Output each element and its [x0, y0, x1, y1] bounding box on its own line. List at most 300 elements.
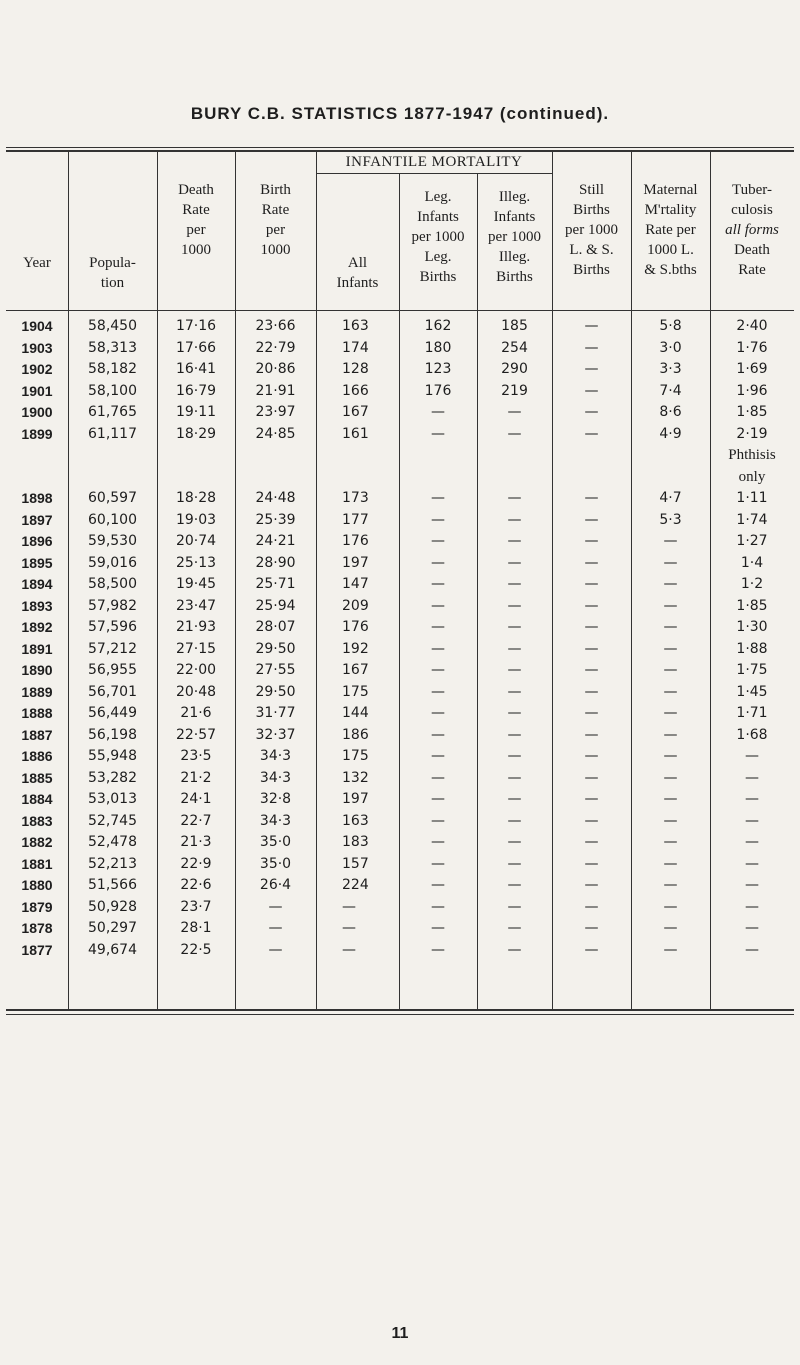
table-row: [6, 381, 794, 403]
cell-population: 59,016: [88, 554, 137, 571]
cell-year: 1903: [21, 339, 53, 356]
cell-maternal-mortality: —: [663, 855, 678, 872]
cell-birth-rate: 35·0: [259, 855, 292, 872]
header-line: Rate: [738, 262, 766, 278]
cell-still-births: —: [584, 404, 599, 420]
cell-maternal-mortality: 3·0: [659, 339, 682, 356]
cell-illeg-infants: —: [507, 511, 522, 528]
cell-leg-infants: —: [431, 834, 445, 850]
cell-death-rate: 20·48: [175, 683, 217, 700]
cell-maternal-mortality: —: [663, 726, 678, 743]
cell-still-births: —: [584, 791, 599, 807]
cell-population: 61,765: [88, 404, 137, 420]
cell-tuberculosis: 1·69: [736, 361, 768, 377]
cell-maternal-mortality: —: [663, 791, 678, 807]
cell-year: 1891: [21, 640, 53, 657]
table-row: [6, 402, 794, 424]
table-row: [6, 338, 794, 360]
header-line: All: [347, 255, 368, 271]
cell-maternal-mortality: —: [663, 683, 678, 700]
cell-tuberculosis: 1·74: [736, 511, 768, 528]
bottom-rule-2: [6, 1014, 794, 1015]
cell-still-births: —: [584, 812, 599, 829]
header-line: Birth: [260, 182, 291, 198]
cell-year: 1888: [21, 705, 53, 721]
cell-leg-infants: —: [431, 898, 445, 915]
cell-still-births: —: [584, 425, 599, 442]
cell-illeg-infants: —: [507, 662, 522, 678]
cell-still-births: —: [584, 877, 599, 893]
cell-birth-rate: —: [268, 898, 283, 915]
page-number: 11: [391, 1325, 409, 1342]
header-line: 1000: [260, 242, 291, 258]
cell-all-infants: 209: [342, 597, 369, 614]
cell-all-infants: 174: [342, 339, 369, 356]
cell-still-births: —: [584, 511, 599, 528]
cell-year: 1884: [21, 791, 53, 807]
cell-still-births: —: [584, 920, 599, 936]
table-row: [6, 445, 794, 510]
cell-population: 52,478: [88, 834, 137, 850]
cell-birth-rate: 25·71: [255, 576, 296, 592]
note-line: only: [738, 468, 766, 485]
cell-birth-rate: 29·50: [255, 640, 296, 657]
cell-all-infants: 173: [342, 490, 369, 506]
cell-year: 1902: [21, 361, 53, 377]
cell-leg-infants: 162: [424, 318, 452, 334]
cell-leg-infants: —: [431, 877, 445, 893]
cell-illeg-infants: —: [507, 683, 522, 700]
table-row: [6, 875, 794, 897]
cell-maternal-mortality: 3·3: [659, 361, 682, 377]
table-body: [6, 316, 794, 961]
cell-still-births: —: [584, 662, 599, 678]
bottom-rule: [6, 1009, 794, 1011]
cell-population: 57,596: [88, 619, 137, 635]
cell-birth-rate: 32·37: [255, 726, 296, 743]
cell-illeg-infants: —: [507, 425, 522, 442]
cell-still-births: —: [584, 318, 599, 334]
table-row: [6, 746, 794, 768]
cell-population: 51,566: [88, 877, 137, 893]
cell-all-infants: —: [342, 898, 356, 915]
cell-illeg-infants: —: [507, 554, 522, 571]
cell-illeg-infants: —: [507, 877, 522, 893]
cell-year: 1898: [21, 490, 53, 506]
cell-maternal-mortality: —: [663, 576, 678, 592]
header-line: Illeg.: [498, 189, 531, 205]
header-line: Infants: [417, 209, 459, 225]
cell-population: 56,198: [88, 726, 137, 743]
table-row: [6, 359, 794, 381]
cell-all-infants: 197: [342, 791, 369, 807]
table-row: [6, 574, 794, 596]
cell-still-births: —: [584, 855, 599, 872]
cell-death-rate: 23·47: [175, 597, 217, 614]
cell-birth-rate: 20·86: [255, 361, 296, 377]
cell-year: 1881: [21, 855, 53, 872]
cell-illeg-infants: —: [507, 769, 522, 786]
cell-death-rate: 16·79: [175, 382, 217, 399]
cell-maternal-mortality: —: [663, 920, 678, 936]
cell-illeg-infants: —: [507, 490, 522, 506]
cell-leg-infants: —: [431, 640, 445, 657]
cell-illeg-infants: —: [507, 726, 522, 743]
cell-illeg-infants: —: [507, 748, 522, 764]
cell-maternal-mortality: 5·8: [659, 318, 682, 334]
cell-leg-infants: —: [431, 511, 445, 528]
cell-birth-rate: 35·0: [259, 834, 292, 850]
cell-leg-infants: —: [431, 855, 445, 872]
cell-leg-infants: —: [431, 662, 445, 678]
cell-birth-rate: 29·50: [255, 683, 296, 700]
cell-tuberculosis: 1·2: [740, 576, 764, 592]
cell-birth-rate: 23·66: [255, 318, 296, 334]
cell-all-infants: 128: [342, 361, 369, 377]
table-row: [6, 703, 794, 725]
table-row: [6, 789, 794, 811]
header-all-infants: [316, 253, 399, 293]
cell-maternal-mortality: 8·6: [659, 404, 682, 420]
cell-tuberculosis: 1·75: [736, 662, 768, 678]
header-line: 1000 L.: [647, 242, 694, 258]
cell-all-infants: 224: [342, 877, 369, 893]
cell-tuberculosis: 1·27: [736, 533, 768, 549]
cell-birth-rate: 34·3: [259, 748, 292, 764]
cell-maternal-mortality: —: [663, 834, 678, 850]
cell-birth-rate: 23·97: [255, 404, 296, 420]
cell-all-infants: 176: [342, 533, 369, 549]
cell-birth-rate: 22·79: [255, 339, 296, 356]
cell-tuberculosis: 1·45: [736, 683, 768, 700]
cell-leg-infants: —: [431, 425, 445, 442]
cell-tuberculosis: 1·71: [736, 705, 768, 721]
header-year: [6, 253, 68, 273]
table-row: [6, 660, 794, 682]
cell-death-rate: 22·7: [180, 812, 212, 829]
cell-still-births: —: [584, 382, 599, 399]
cell-population: 58,450: [88, 318, 137, 334]
header-death-rate: [157, 180, 235, 260]
cell-tuberculosis: —: [745, 812, 759, 829]
cell-birth-rate: 25·94: [255, 597, 296, 614]
header-line: per: [265, 222, 286, 238]
cell-death-rate: 18·28: [175, 490, 217, 506]
cell-illeg-infants: —: [507, 855, 522, 872]
cell-tuberculosis: 1·11: [736, 490, 768, 506]
cell-year: 1893: [21, 597, 53, 614]
table-row: [6, 553, 794, 575]
header-line: M'rtality: [644, 202, 697, 218]
header-line: Year: [23, 255, 51, 271]
cell-population: 59,530: [88, 533, 137, 549]
cell-population: 58,500: [88, 576, 137, 592]
cell-illeg-infants: 219: [501, 382, 528, 399]
cell-all-infants: 161: [342, 425, 369, 442]
cell-still-births: —: [584, 576, 599, 592]
header-birth-rate: [235, 180, 316, 260]
header-line: Rate per: [645, 222, 696, 238]
cell-tuberculosis: 1·85: [736, 404, 768, 420]
cell-maternal-mortality: 4·9: [659, 425, 682, 442]
cell-death-rate: 22·6: [180, 877, 212, 893]
cell-tuberculosis: 1·85: [736, 597, 768, 614]
cell-leg-infants: —: [431, 941, 445, 958]
cell-illeg-infants: —: [507, 834, 522, 850]
cell-death-rate: 19·03: [175, 511, 217, 528]
table-row: [6, 596, 794, 618]
cell-birth-rate: 28·90: [255, 554, 296, 571]
cell-population: 56,701: [88, 683, 137, 700]
table-row: [6, 725, 794, 747]
cell-illeg-infants: —: [507, 941, 522, 958]
cell-all-infants: 132: [342, 769, 369, 786]
cell-still-births: —: [584, 339, 599, 356]
header-still-births: [552, 180, 631, 280]
cell-birth-rate: —: [268, 920, 283, 936]
page-title: BURY C.B. STATISTICS 1877-1947 (continued).: [190, 104, 610, 123]
table-row: [6, 316, 794, 338]
cell-death-rate: 19·45: [175, 576, 217, 592]
cell-tuberculosis: 1·30: [736, 619, 768, 635]
cell-birth-rate: 24·21: [255, 533, 296, 549]
cell-population: 49,674: [88, 941, 137, 958]
cell-tuberculosis: 2·19: [736, 425, 768, 442]
cell-illeg-infants: 185: [501, 318, 528, 334]
header-illeg-infants: [477, 187, 552, 287]
cell-year: 1895: [21, 554, 53, 571]
table-row: [6, 811, 794, 833]
cell-death-rate: 21·6: [180, 705, 212, 721]
cell-all-infants: 175: [342, 748, 369, 764]
cell-all-infants: 177: [342, 511, 369, 528]
header-line: Leg.: [424, 249, 452, 265]
cell-death-rate: 22·00: [175, 662, 217, 678]
cell-maternal-mortality: —: [663, 748, 678, 764]
cell-death-rate: 20·74: [175, 533, 217, 549]
header-line: Leg.: [424, 189, 452, 205]
header-line: Illeg.: [498, 249, 531, 265]
cell-still-births: —: [584, 834, 599, 850]
cell-tuberculosis: 1·4: [740, 554, 764, 571]
cell-still-births: —: [584, 554, 599, 571]
cell-year: 1894: [21, 576, 53, 592]
table-row: [6, 832, 794, 854]
cell-death-rate: 22·57: [175, 726, 217, 743]
cell-death-rate: 21·2: [180, 769, 212, 786]
cell-population: 56,955: [88, 662, 137, 678]
cell-leg-infants: 176: [424, 382, 452, 399]
cell-illeg-infants: 290: [501, 361, 528, 377]
cell-still-births: —: [584, 683, 599, 700]
cell-illeg-infants: —: [507, 597, 522, 614]
cell-all-infants: 144: [342, 705, 369, 721]
table-row: [6, 639, 794, 661]
header-line: Maternal: [643, 182, 698, 198]
cell-leg-infants: —: [431, 920, 445, 936]
cell-population: 61,117: [88, 425, 137, 442]
group-underline: [316, 173, 552, 174]
cell-maternal-mortality: —: [663, 662, 678, 678]
cell-birth-rate: 32·8: [259, 791, 292, 807]
cell-tuberculosis: 1·76: [736, 339, 768, 356]
header-line: Rate: [182, 202, 210, 218]
cell-population: 53,013: [88, 791, 137, 807]
cell-year: 1877: [21, 941, 53, 958]
cell-death-rate: 16·41: [175, 361, 217, 377]
cell-maternal-mortality: —: [663, 941, 678, 958]
cell-all-infants: 163: [342, 812, 369, 829]
cell-still-births: —: [584, 361, 599, 377]
cell-tuberculosis: 1·96: [736, 382, 768, 399]
cell-birth-rate: 28·07: [255, 619, 296, 635]
header-line: Death: [178, 182, 214, 198]
cell-year: 1887: [21, 726, 53, 743]
cell-year: 1890: [21, 662, 53, 678]
cell-all-infants: 183: [342, 834, 369, 850]
cell-tuberculosis: 1·68: [736, 726, 768, 743]
cell-still-births: —: [584, 726, 599, 743]
cell-year: 1883: [21, 812, 53, 829]
cell-tuberculosis: —: [745, 834, 759, 850]
cell-illeg-infants: —: [507, 898, 522, 915]
cell-population: 55,948: [88, 748, 137, 764]
cell-tuberculosis: —: [745, 769, 759, 786]
table-row: [6, 682, 794, 704]
header-line: 1000: [181, 242, 211, 258]
cell-year: 1878: [21, 920, 53, 936]
cell-illeg-infants: —: [507, 640, 522, 657]
cell-population: 50,297: [88, 920, 137, 936]
cell-illeg-infants: —: [507, 920, 522, 936]
table-row: [6, 617, 794, 639]
cell-still-births: —: [584, 748, 599, 764]
header-line: culosis: [731, 202, 773, 218]
cell-still-births: —: [584, 533, 599, 549]
cell-illeg-infants: —: [507, 619, 522, 635]
cell-leg-infants: —: [431, 576, 445, 592]
cell-death-rate: 22·9: [180, 855, 212, 872]
cell-maternal-mortality: —: [663, 554, 678, 571]
cell-maternal-mortality: —: [663, 640, 678, 657]
cell-year: 1896: [21, 533, 53, 549]
cell-leg-infants: —: [431, 533, 445, 549]
cell-all-infants: 167: [342, 404, 369, 420]
cell-death-rate: 21·93: [175, 619, 217, 635]
cell-year: 1897: [21, 511, 53, 528]
header-leg-infants: [399, 187, 477, 287]
table-row: [6, 768, 794, 790]
cell-death-rate: 19·11: [175, 404, 217, 420]
cell-birth-rate: 21·91: [255, 382, 296, 399]
cell-year: 1899: [21, 425, 53, 442]
header-line: Rate: [261, 202, 290, 218]
cell-population: 56,449: [88, 705, 137, 721]
header-population: [68, 253, 157, 293]
cell-maternal-mortality: 5·3: [659, 511, 682, 528]
cell-tuberculosis: —: [745, 941, 759, 958]
cell-still-births: —: [584, 490, 599, 506]
header-line: tion: [100, 275, 125, 291]
cell-maternal-mortality: —: [663, 769, 678, 786]
cell-birth-rate: 34·3: [259, 769, 292, 786]
cell-leg-infants: —: [431, 791, 445, 807]
header-rule: [6, 310, 794, 311]
cell-population: 58,100: [88, 382, 137, 399]
header-maternal-mortality: [631, 180, 710, 280]
cell-illeg-infants: —: [507, 791, 522, 807]
cell-tuberculosis: —: [745, 898, 759, 915]
cell-birth-rate: 25·39: [255, 511, 296, 528]
header-line: per 1000: [411, 229, 465, 245]
cell-all-infants: —: [342, 941, 356, 958]
cell-leg-infants: —: [431, 554, 445, 571]
cell-death-rate: 21·3: [180, 834, 212, 850]
cell-population: 60,100: [88, 511, 137, 528]
cell-birth-rate: 24·48: [255, 490, 296, 506]
header-line: all forms: [725, 222, 779, 238]
cell-population: 53,282: [88, 769, 137, 786]
header-line: per 1000: [565, 222, 618, 238]
cell-still-births: —: [584, 640, 599, 657]
header-line: & S.bths: [644, 262, 697, 278]
cell-tuberculosis: 2·40: [736, 318, 768, 334]
table-row: [6, 510, 794, 532]
cell-population: 52,745: [88, 812, 137, 829]
cell-birth-rate: —: [268, 941, 283, 958]
cell-still-births: —: [584, 941, 599, 958]
cell-illeg-infants: —: [507, 576, 522, 592]
cell-tuberculosis: —: [745, 920, 759, 936]
cell-all-infants: 157: [342, 855, 369, 872]
header-line: Still: [578, 182, 604, 198]
header-line: Popula-: [89, 255, 136, 271]
cell-illeg-infants: —: [507, 705, 522, 721]
cell-birth-rate: 27·55: [255, 662, 296, 678]
note-line: Phthisis: [728, 447, 776, 463]
cell-death-rate: 28·1: [180, 920, 212, 936]
table-row: [6, 897, 794, 919]
header-line: Births: [573, 262, 610, 278]
cell-leg-infants: —: [431, 619, 445, 635]
table-row: [6, 854, 794, 876]
cell-all-infants: 163: [342, 318, 369, 334]
cell-death-rate: 24·1: [180, 791, 212, 807]
table-row: [6, 531, 794, 553]
cell-death-rate: 17·66: [175, 339, 217, 356]
table-row: [6, 940, 794, 962]
cell-leg-infants: —: [431, 705, 445, 721]
cell-birth-rate: 24·85: [255, 425, 296, 442]
infantile-mortality-heading: INFANTILE MORTALITY: [345, 154, 523, 170]
cell-all-infants: 166: [342, 382, 369, 399]
cell-year: 1889: [21, 683, 53, 700]
cell-all-infants: 175: [342, 683, 369, 700]
cell-still-births: —: [584, 705, 599, 721]
header-line: Births: [496, 269, 533, 285]
cell-death-rate: 27·15: [175, 640, 217, 657]
cell-all-infants: 197: [342, 554, 369, 571]
cell-birth-rate: 31·77: [255, 705, 296, 721]
cell-all-infants: —: [342, 920, 356, 936]
header-tuberculosis: [710, 180, 794, 280]
cell-all-infants: 186: [342, 726, 369, 743]
header-line: Death: [734, 242, 770, 258]
cell-year: 1904: [21, 318, 53, 334]
table-row: [6, 918, 794, 940]
cell-tuberculosis: —: [745, 791, 759, 807]
cell-death-rate: 18·29: [175, 425, 217, 442]
